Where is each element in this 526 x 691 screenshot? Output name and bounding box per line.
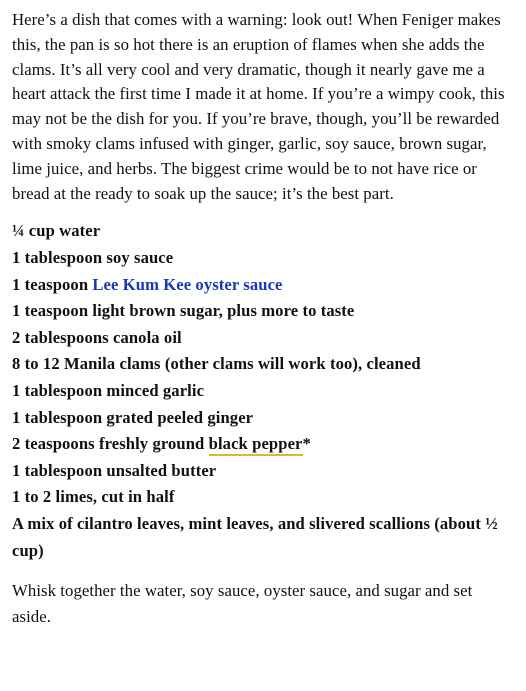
intro-paragraph: Here’s a dish that comes with a warning: look out! When Feniger makes this, the pan is so hot there is an eruption of flames when she adds the clams. It’s all very cool and very dramatic, though it nearly gave me a heart attack the first time I made it at home. If you’re a wimpy cook, this may not be the dish for you. If you’re brave, though, you’ll be rewarded with smoky clams infused with ginger, garlic, soy sauce, brown sugar, lime juice, and herbs. The biggest crime would be to not have rice or bread at the ready to soak up the sauce; it’s the best part. <box>12 10 505 203</box>
ingredient-clams: 8 to 12 Manila clams (other clams will work too), cleaned <box>12 354 421 374</box>
ingredient-list <box>12 218 512 564</box>
black-pepper-link[interactable]: black pepper <box>209 434 303 456</box>
ingredient-brown-sugar: 1 teaspoon light brown sugar, plus more to taste <box>12 301 355 321</box>
ingredient-oyster-sauce <box>12 272 512 299</box>
ingredient-water: ¼ cup water <box>12 221 101 241</box>
ingredient-limes: 1 to 2 limes, cut in half <box>12 487 175 507</box>
ingredient-pepper-asterisk: * <box>302 434 311 454</box>
ingredient-garlic: 1 tablespoon minced garlic <box>12 380 205 400</box>
ingredient-soy-sauce: 1 tablespoon soy sauce <box>12 247 174 267</box>
recipe-page <box>12 8 512 629</box>
ingredient-ginger: 1 tablespoon grated peeled ginger <box>12 407 254 427</box>
ingredient-oyster-quantity: 1 teaspoon <box>12 274 93 294</box>
instruction-step: Whisk together the water, soy sauce, oyster sauce, and sugar and set aside. <box>12 581 473 626</box>
ingredient-pepper-quantity: 2 teaspoons freshly ground <box>12 434 209 454</box>
ingredient-black-pepper <box>12 431 512 458</box>
ingredient-butter: 1 tablespoon unsalted butter <box>12 460 217 480</box>
oyster-sauce-link[interactable]: Lee Kum Kee oyster sauce <box>92 274 283 294</box>
ingredient-herbs: A mix of cilantro leaves, mint leaves, and slivered scallions (about ½ cup) <box>12 513 498 560</box>
ingredient-canola-oil: 2 tablespoons canola oil <box>12 327 182 347</box>
